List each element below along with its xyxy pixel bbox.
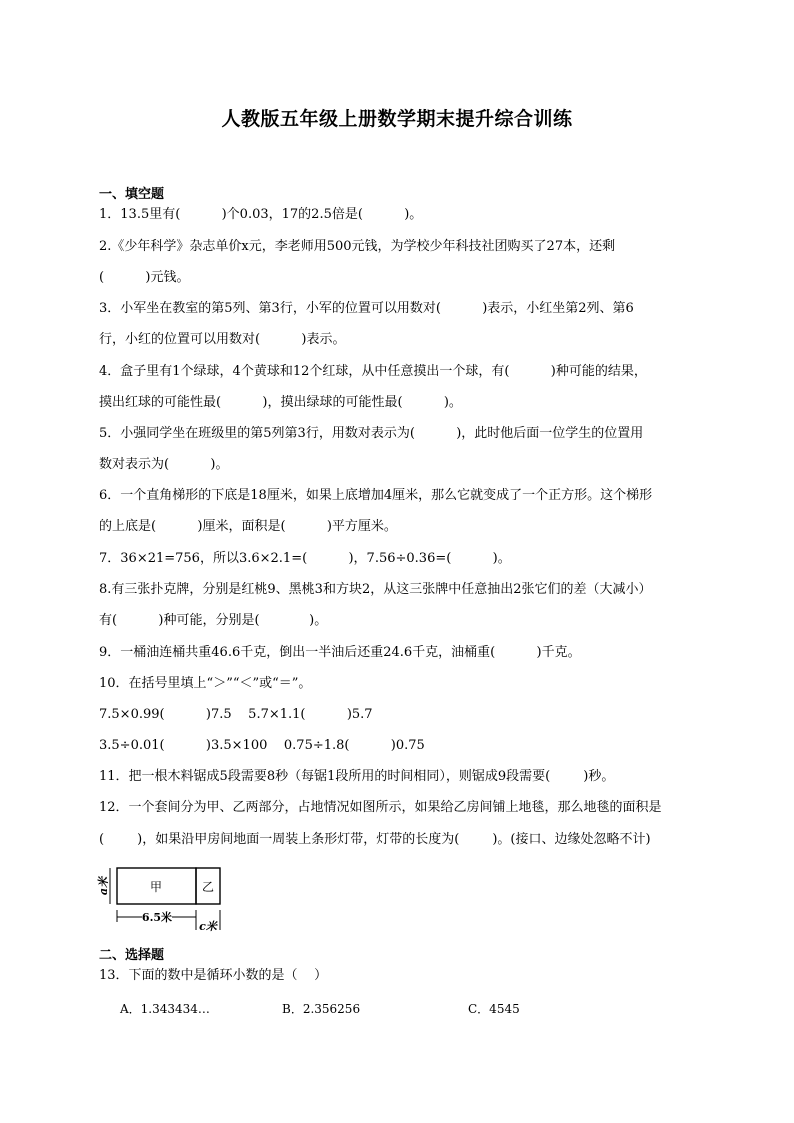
question-line: 13．下面的数中是循环小数的是（ ） — [99, 968, 328, 983]
room-yi-label: 乙 — [201, 880, 215, 894]
small-width-label: c米 — [199, 920, 217, 933]
question-line: 有( )种可能，分别是( )。 — [99, 613, 328, 628]
question-line: 9．一桶油连桶共重46.6千克，倒出一半油后还重24.6千克，油桶重( )千克。 — [99, 645, 581, 660]
room-layout-figure — [96, 862, 236, 934]
height-label: a米 — [97, 876, 110, 896]
question-line: 5．小强同学坐在班级里的第5列第3行，用数对表示为( )，此时他后面一位学生的位置用 — [99, 426, 644, 441]
question-line: ( )元钱。 — [99, 270, 190, 285]
question-line: 3.5÷0.01( )3.5×100 0.75÷1.8( )0.75 — [99, 738, 425, 753]
question-line: 7.5×0.99( )7.5 5.7×1.1( )5.7 — [99, 707, 373, 722]
question-line: 摸出红球的可能性最( )，摸出绿球的可能性最( )。 — [99, 395, 462, 410]
question-line: 6．一个直角梯形的下底是18厘米，如果上底增加4厘米，那么它就变成了一个正方形。这个梯形 — [99, 488, 653, 503]
choice-option-a[interactable]: A．1.343434… — [120, 1002, 210, 1016]
question-line: 的上底是( )厘米，面积是( )平方厘米。 — [99, 519, 397, 534]
question-line: 数对表示为( )。 — [99, 457, 229, 472]
question-line: 4．盒子里有1个绿球，4个黄球和12个红球，从中任意摸出一个球，有( )种可能的结果， — [99, 364, 647, 379]
choice-option-c[interactable]: C．4545 — [468, 1002, 520, 1016]
question-line: 12．一个套间分为甲、乙两部分，占地情况如图所示，如果给乙房间铺上地毯，那么地毯的面积是 — [99, 800, 662, 815]
question-line: 8.有三张扑克牌，分别是红桃9、黑桃3和方块2，从这三张牌中任意抽出2张它们的差（大减小） — [99, 582, 652, 597]
room-jia-label: 甲 — [149, 880, 163, 894]
page-title: 人教版五年级上册数学期末提升综合训练 — [221, 108, 573, 130]
question-line: ( )，如果沿甲房间地面一周装上条形灯带，灯带的长度为( )。(接口、边缘处忽略不计) — [99, 832, 651, 847]
question-line: 行，小红的位置可以用数对( )表示。 — [99, 332, 346, 347]
width-label: 6.5米 — [141, 911, 173, 924]
question-line: 3．小军坐在教室的第5列、第3行，小军的位置可以用数对( )表示，小红坐第2列、第6 — [99, 301, 634, 316]
question-line: 1．13.5里有( )个0.03，17的2.5倍是( )。 — [99, 207, 423, 222]
question-line: 10．在括号里填上“＞”“＜”或“＝”。 — [99, 676, 312, 691]
section-heading-fill-blank: 一、填空题 — [99, 187, 165, 202]
section-heading-choice: 二、选择题 — [99, 948, 165, 963]
choice-option-b[interactable]: B．2.356256 — [282, 1002, 361, 1016]
question-line: 11．把一根木料锯成5段需要8秒（每锯1段所用的时间相同），则锯成9段需要( )秒。 — [99, 769, 615, 784]
question-line: 2.《少年科学》杂志单价x元，李老师用500元钱，为学校少年科技社团购买了27本，还剩 — [99, 239, 616, 254]
question-line: 7．36×21=756，所以3.6×2.1=( )，7.56÷0.36=( )。 — [99, 551, 511, 566]
